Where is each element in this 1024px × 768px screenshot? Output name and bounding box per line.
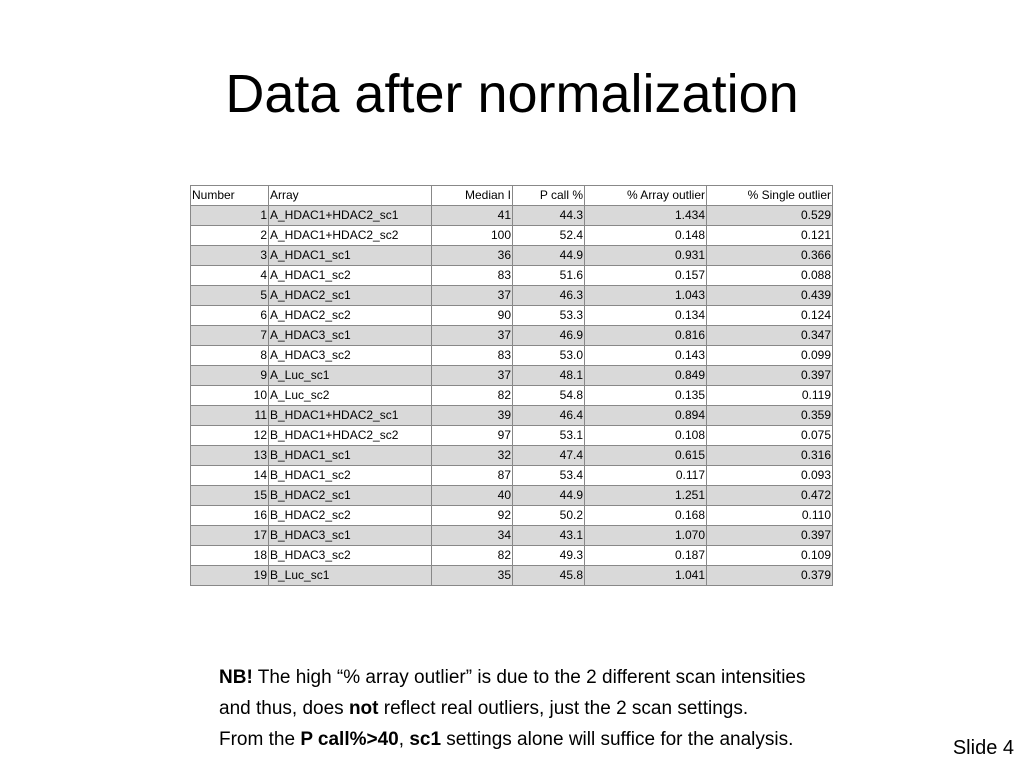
cell-single-outlier: 0.366 xyxy=(707,246,833,266)
table-row xyxy=(191,526,833,546)
table-row xyxy=(191,546,833,566)
cell-array: B_HDAC1_sc2 xyxy=(269,466,432,486)
cell-single-outlier: 0.124 xyxy=(707,306,833,326)
cell-pcall: 47.4 xyxy=(513,446,585,466)
cell-median: 36 xyxy=(432,246,513,266)
cell-single-outlier: 0.088 xyxy=(707,266,833,286)
cell-number: 1 xyxy=(191,206,269,226)
header-median: Median I xyxy=(432,186,513,206)
cell-single-outlier: 0.359 xyxy=(707,406,833,426)
cell-number: 18 xyxy=(191,546,269,566)
cell-array-outlier: 0.108 xyxy=(585,426,707,446)
cell-number: 11 xyxy=(191,406,269,426)
cell-median: 37 xyxy=(432,286,513,306)
cell-array: A_HDAC2_sc1 xyxy=(269,286,432,306)
cell-median: 83 xyxy=(432,266,513,286)
cell-pcall: 53.0 xyxy=(513,346,585,366)
cell-array-outlier: 1.251 xyxy=(585,486,707,506)
cell-array-outlier: 0.894 xyxy=(585,406,707,426)
cell-array: B_HDAC1+HDAC2_sc1 xyxy=(269,406,432,426)
cell-pcall: 53.4 xyxy=(513,466,585,486)
header-pcall: P call % xyxy=(513,186,585,206)
cell-array: A_Luc_sc1 xyxy=(269,366,432,386)
table-row xyxy=(191,326,833,346)
slide-title: Data after normalization xyxy=(225,64,799,124)
cell-pcall: 46.3 xyxy=(513,286,585,306)
cell-array-outlier: 0.816 xyxy=(585,326,707,346)
cell-single-outlier: 0.093 xyxy=(707,466,833,486)
cell-pcall: 48.1 xyxy=(513,366,585,386)
cell-number: 4 xyxy=(191,266,269,286)
cell-median: 35 xyxy=(432,566,513,586)
note-line-2-pre: and thus, does xyxy=(219,698,349,719)
cell-array: A_HDAC1+HDAC2_sc2 xyxy=(269,226,432,246)
cell-array: A_HDAC1+HDAC2_sc1 xyxy=(269,206,432,226)
cell-array-outlier: 0.849 xyxy=(585,366,707,386)
table-row xyxy=(191,566,833,586)
cell-array-outlier: 0.134 xyxy=(585,306,707,326)
cell-single-outlier: 0.110 xyxy=(707,506,833,526)
cell-array: B_Luc_sc1 xyxy=(269,566,432,586)
table-row xyxy=(191,446,833,466)
table-row xyxy=(191,226,833,246)
note-line-2-post: reflect real outliers, just the 2 scan settings. xyxy=(378,698,749,719)
cell-pcall: 53.1 xyxy=(513,426,585,446)
cell-number: 3 xyxy=(191,246,269,266)
header-array-outlier: % Array outlier xyxy=(585,186,707,206)
cell-median: 97 xyxy=(432,426,513,446)
cell-array: B_HDAC2_sc2 xyxy=(269,506,432,526)
cell-array-outlier: 0.135 xyxy=(585,386,707,406)
cell-median: 83 xyxy=(432,346,513,366)
cell-array: B_HDAC1+HDAC2_sc2 xyxy=(269,426,432,446)
cell-pcall: 53.3 xyxy=(513,306,585,326)
note-line-3-bold-pcall: P call%>40 xyxy=(300,729,399,750)
note-line-1-text: The high “% array outlier” is due to the 2 different scan intensities xyxy=(252,667,806,688)
cell-number: 19 xyxy=(191,566,269,586)
cell-pcall: 44.3 xyxy=(513,206,585,226)
table-row xyxy=(191,426,833,446)
cell-number: 8 xyxy=(191,346,269,366)
cell-single-outlier: 0.099 xyxy=(707,346,833,366)
note-line-1 xyxy=(219,662,979,693)
note-line-3-bold-sc1: sc1 xyxy=(409,729,442,750)
cell-array: A_HDAC2_sc2 xyxy=(269,306,432,326)
slide-number: Slide 4 xyxy=(952,737,1014,759)
cell-median: 90 xyxy=(432,306,513,326)
cell-number: 9 xyxy=(191,366,269,386)
table-row xyxy=(191,246,833,266)
cell-array: A_HDAC3_sc2 xyxy=(269,346,432,366)
cell-single-outlier: 0.529 xyxy=(707,206,833,226)
cell-array-outlier: 0.143 xyxy=(585,346,707,366)
cell-array-outlier: 0.931 xyxy=(585,246,707,266)
cell-array: A_HDAC1_sc1 xyxy=(269,246,432,266)
cell-number: 12 xyxy=(191,426,269,446)
note-line-3-post: settings alone will suffice for the analysis. xyxy=(441,729,794,750)
cell-median: 39 xyxy=(432,406,513,426)
cell-number: 17 xyxy=(191,526,269,546)
table-row xyxy=(191,286,833,306)
cell-pcall: 45.8 xyxy=(513,566,585,586)
cell-array-outlier: 0.168 xyxy=(585,506,707,526)
cell-median: 34 xyxy=(432,526,513,546)
cell-median: 87 xyxy=(432,466,513,486)
cell-single-outlier: 0.109 xyxy=(707,546,833,566)
table-header-row xyxy=(191,186,833,206)
cell-array-outlier: 1.043 xyxy=(585,286,707,306)
cell-number: 14 xyxy=(191,466,269,486)
table-row xyxy=(191,486,833,506)
cell-array-outlier: 0.157 xyxy=(585,266,707,286)
cell-pcall: 52.4 xyxy=(513,226,585,246)
cell-array-outlier: 1.434 xyxy=(585,206,707,226)
table-row xyxy=(191,466,833,486)
cell-median: 100 xyxy=(432,226,513,246)
cell-pcall: 49.3 xyxy=(513,546,585,566)
note-line-3-pre: From the xyxy=(219,729,301,750)
cell-median: 82 xyxy=(432,546,513,566)
cell-number: 13 xyxy=(191,446,269,466)
cell-pcall: 44.9 xyxy=(513,246,585,266)
table-row xyxy=(191,366,833,386)
cell-array: A_HDAC3_sc1 xyxy=(269,326,432,346)
cell-array: B_HDAC1_sc1 xyxy=(269,446,432,466)
note-line-3-sep: , xyxy=(398,729,410,750)
cell-single-outlier: 0.119 xyxy=(707,386,833,406)
cell-array: A_Luc_sc2 xyxy=(269,386,432,406)
table-row xyxy=(191,346,833,366)
note-text xyxy=(219,662,979,755)
cell-number: 6 xyxy=(191,306,269,326)
table-row xyxy=(191,506,833,526)
cell-pcall: 50.2 xyxy=(513,506,585,526)
cell-number: 10 xyxy=(191,386,269,406)
note-line-3 xyxy=(219,724,979,755)
cell-number: 5 xyxy=(191,286,269,306)
cell-pcall: 54.8 xyxy=(513,386,585,406)
cell-median: 41 xyxy=(432,206,513,226)
cell-array-outlier: 0.148 xyxy=(585,226,707,246)
cell-number: 16 xyxy=(191,506,269,526)
data-table xyxy=(190,185,833,586)
cell-single-outlier: 0.397 xyxy=(707,526,833,546)
cell-pcall: 51.6 xyxy=(513,266,585,286)
cell-pcall: 46.4 xyxy=(513,406,585,426)
cell-pcall: 46.9 xyxy=(513,326,585,346)
cell-array: B_HDAC3_sc1 xyxy=(269,526,432,546)
cell-single-outlier: 0.472 xyxy=(707,486,833,506)
header-array: Array xyxy=(269,186,432,206)
cell-single-outlier: 0.397 xyxy=(707,366,833,386)
table-row xyxy=(191,406,833,426)
cell-array-outlier: 0.117 xyxy=(585,466,707,486)
cell-median: 92 xyxy=(432,506,513,526)
cell-single-outlier: 0.121 xyxy=(707,226,833,246)
cell-pcall: 43.1 xyxy=(513,526,585,546)
cell-number: 7 xyxy=(191,326,269,346)
cell-array: B_HDAC2_sc1 xyxy=(269,486,432,506)
cell-number: 15 xyxy=(191,486,269,506)
cell-median: 82 xyxy=(432,386,513,406)
cell-array: A_HDAC1_sc2 xyxy=(269,266,432,286)
cell-array: B_HDAC3_sc2 xyxy=(269,546,432,566)
table-row xyxy=(191,306,833,326)
nb-label: NB! xyxy=(219,667,253,688)
table-body xyxy=(191,206,833,586)
cell-number: 2 xyxy=(191,226,269,246)
cell-single-outlier: 0.439 xyxy=(707,286,833,306)
cell-array-outlier: 1.041 xyxy=(585,566,707,586)
cell-array-outlier: 0.187 xyxy=(585,546,707,566)
note-line-2 xyxy=(219,693,979,724)
cell-median: 32 xyxy=(432,446,513,466)
table-row xyxy=(191,266,833,286)
header-single-outlier: % Single outlier xyxy=(707,186,833,206)
cell-array-outlier: 0.615 xyxy=(585,446,707,466)
cell-array-outlier: 1.070 xyxy=(585,526,707,546)
cell-median: 37 xyxy=(432,326,513,346)
header-number: Number xyxy=(191,186,269,206)
cell-single-outlier: 0.379 xyxy=(707,566,833,586)
cell-single-outlier: 0.347 xyxy=(707,326,833,346)
cell-median: 40 xyxy=(432,486,513,506)
table-row xyxy=(191,386,833,406)
note-line-2-bold: not xyxy=(348,698,379,719)
cell-single-outlier: 0.316 xyxy=(707,446,833,466)
cell-single-outlier: 0.075 xyxy=(707,426,833,446)
cell-median: 37 xyxy=(432,366,513,386)
table-row xyxy=(191,206,833,226)
cell-pcall: 44.9 xyxy=(513,486,585,506)
